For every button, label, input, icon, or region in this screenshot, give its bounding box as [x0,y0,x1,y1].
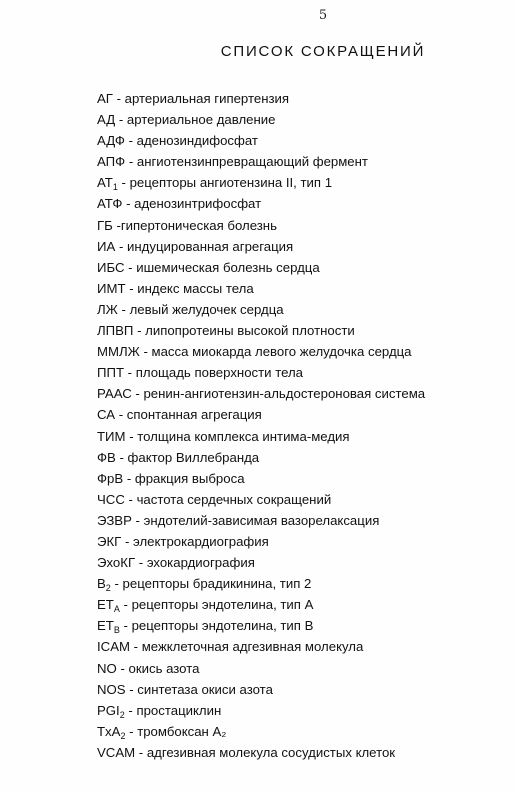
abbreviation-item [97,109,507,130]
abbreviation-term: ET [97,618,114,634]
abbreviation-list [97,88,507,763]
abbreviation-subscript: 2 [105,583,111,594]
abbreviation-term: NOS [97,681,126,697]
abbreviation-definition: - ангиотензинпревращающий фермент [125,154,368,170]
abbreviation-item [97,700,507,721]
abbreviation-term: ЭКГ [97,533,122,549]
abbreviation-term: ICAM [97,639,130,655]
abbreviation-term: ИБС [97,259,125,275]
abbreviation-item [97,299,507,320]
abbreviation-definition: - эндотелий-зависимая вазорелаксация [131,512,380,528]
abbreviation-definition: - фактор Виллебранда [115,449,260,465]
abbreviation-item [97,383,507,404]
abbreviation-definition: -гипертоническая болезнь [112,217,277,233]
abbreviation-item [97,531,507,552]
abbreviation-definition: - левый желудочек сердца [117,301,284,317]
abbreviation-definition: - простациклин [124,702,222,718]
abbreviation-term: АПФ [97,154,126,170]
abbreviation-term: ФрВ [97,470,124,486]
abbreviation-definition: - окись азота [116,660,200,676]
abbreviation-definition: - индуцированная агрегация [115,238,294,254]
abbreviation-item [97,552,507,573]
abbreviation-item [97,257,507,278]
abbreviation-term: АТФ [97,196,123,212]
abbreviation-term: СА [97,407,116,423]
abbreviation-definition: - ишемическая болезнь сердца [124,259,320,275]
abbreviation-term: VCAM [97,744,136,760]
abbreviation-term: АТ [97,175,113,191]
abbreviation-term: B [97,576,106,592]
abbreviation-item [97,447,507,468]
abbreviation-term: ЧСС [97,491,125,507]
abbreviation-definition: - площадь поверхности тела [124,365,304,381]
abbreviation-definition: - липопротеины высокой плотности [133,323,355,339]
abbreviation-term: АГ [97,91,113,106]
abbreviation-item [97,88,507,109]
abbreviation-definition: - адгезивная молекула сосудистых клеток [135,744,396,760]
abbreviation-term: ТИМ [97,428,126,444]
abbreviation-definition: - толщина комплекса интима-медия [125,428,350,444]
abbreviation-item [97,320,507,341]
abbreviation-item [97,510,507,531]
abbreviation-definition: - артериальная гипертензия [112,91,290,106]
abbreviation-item [97,573,507,594]
abbreviation-item [97,468,507,489]
abbreviation-term: ET [97,597,114,613]
abbreviation-definition: - аденозиндифосфат [124,133,258,149]
abbreviation-item [97,679,507,700]
abbreviation-term: NO [97,660,117,676]
abbreviation-item [97,721,507,742]
abbreviation-term: ИА [97,238,116,254]
abbreviation-item [97,362,507,383]
page-title: СПИСОК СОКРАЩЕНИЙ [220,43,426,60]
abbreviation-item [97,151,507,172]
abbreviation-definition: - ренин-ангиотензин-альдостероновая система [131,386,426,402]
abbreviation-definition: - аденозинтрифосфат [122,196,262,212]
abbreviation-item [97,426,507,447]
abbreviation-term: ЭхоКГ [97,555,136,571]
abbreviation-term: АД [97,112,116,128]
abbreviation-definition: - электрокардиография [121,533,269,549]
abbreviation-item [97,278,507,299]
abbreviation-subscript: 2 [119,709,125,720]
abbreviation-term: ГБ [97,217,113,233]
abbreviation-item [97,658,507,679]
abbreviation-item [97,215,507,236]
abbreviation-definition: - артериальное давление [115,112,276,128]
abbreviation-definition: - рецепторы эндотелина, тип B [119,618,314,634]
abbreviation-term: PGI [97,702,120,718]
abbreviation-item [97,193,507,214]
abbreviation-item [97,594,507,615]
abbreviation-item [97,172,507,193]
abbreviation-item [97,615,507,636]
abbreviation-term: РААС [97,386,132,402]
abbreviation-definition: - рецепторы ангиотензина II, тип 1 [117,175,333,191]
abbreviation-definition: - рецепторы эндотелина, тип A [119,597,314,613]
abbreviation-term: ЛЖ [97,301,118,317]
abbreviation-definition: - синтетаза окиси азота [125,681,273,697]
abbreviation-term: ФВ [97,449,116,465]
abbreviation-definition: - индекс массы тела [125,280,254,296]
abbreviation-item [97,742,507,763]
abbreviation-subscript: 1 [112,182,118,193]
abbreviation-item [97,130,507,151]
abbreviation-definition: - рецепторы брадикинина, тип 2 [110,576,312,592]
abbreviation-definition: - межклеточная адгезивная молекула [129,639,364,655]
abbreviation-subscript: B [113,625,120,636]
abbreviation-subscript: 2 [120,730,126,741]
abbreviation-term: АДФ [97,133,125,149]
abbreviation-definition: - спонтанная агрегация [115,407,262,423]
abbreviation-item [97,404,507,425]
abbreviation-item [97,489,507,510]
page-number: 5 [318,8,328,23]
abbreviation-definition: - эхокардиография [135,555,255,571]
abbreviation-term: ППТ [97,365,125,381]
abbreviation-definition: - тромбоксан A₂ [125,723,227,739]
abbreviation-item [97,636,507,657]
abbreviation-definition: - частота сердечных сокращений [124,491,332,507]
abbreviation-term: ЭЗВР [97,512,132,528]
abbreviation-term: ИМТ [97,280,126,296]
abbreviation-item [97,236,507,257]
abbreviation-subscript: A [113,604,120,615]
abbreviation-term: TxA [97,723,121,739]
abbreviation-definition: - масса миокарда левого желудочка сердца [139,344,412,360]
abbreviation-item [97,341,507,362]
abbreviation-definition: - фракция выброса [123,470,245,486]
abbreviation-term: ММЛЖ [97,344,140,360]
abbreviation-term: ЛПВП [97,323,134,339]
